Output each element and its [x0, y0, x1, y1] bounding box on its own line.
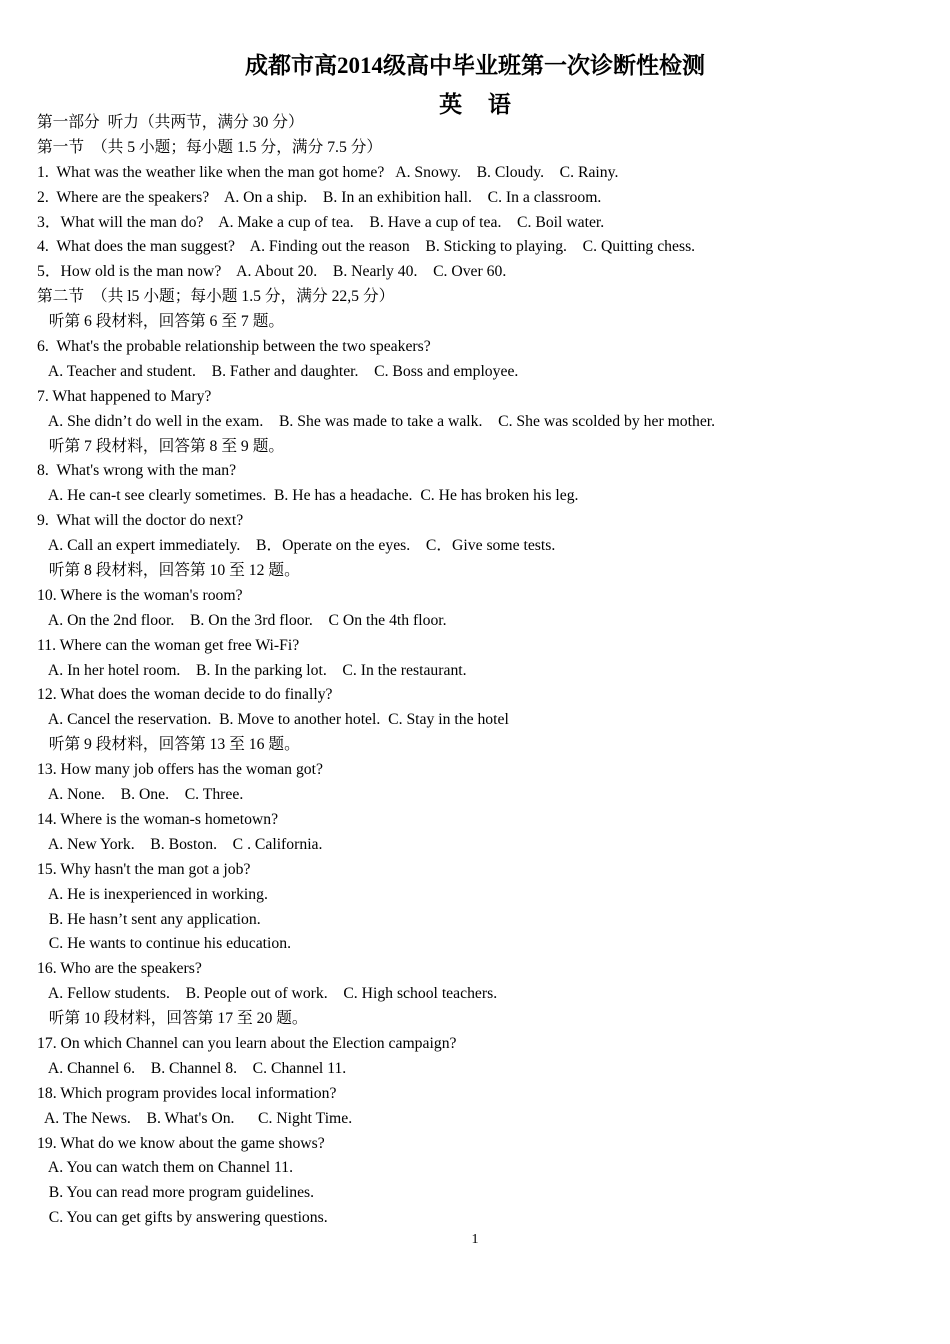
text-line: A. He is inexperienced in working. — [37, 885, 268, 903]
text-line: 听第 7 段材料，回答第 8 至 9 题。 — [37, 437, 285, 455]
text-line: B. You can read more program guidelines. — [37, 1184, 315, 1202]
text-line: A. Call an expert immediately. B．Operate on the eyes. C．Give some tests. — [37, 537, 556, 555]
text-line: 12. What does the woman decide to do finally? — [37, 686, 333, 704]
text-line: A. The News. B. What's On. C. Night Time. — [37, 1109, 353, 1127]
text-line: 18. Which program provides local information? — [37, 1084, 337, 1102]
text-line: 第一部分 听力（共两节，满分 30 分） — [37, 114, 304, 131]
text-line: 4. What does the man suggest? A. Finding out the reason B. Sticking to playing. C. Quitting chess. — [37, 238, 696, 256]
text-line: A. New York. B. Boston. C . California. — [37, 835, 323, 853]
text-line: 2. Where are the speakers? A. On a ship. B. In an exhibition hall. C. In a classroom. — [37, 188, 602, 206]
text-line: 13. How many job offers has the woman got? — [37, 761, 323, 779]
text-line: 15. Why hasn't the man got a job? — [37, 860, 251, 878]
text-line: 听第 6 段材料，回答第 6 至 7 题。 — [37, 313, 285, 331]
text-line: A. None. B. One. C. Three. — [37, 786, 244, 804]
text-line: A. Cancel the reservation. B. Move to another hotel. C. Stay in the hotel — [37, 711, 509, 729]
text-line: A. She didn’t do well in the exam. B. She was made to take a walk. C. She was scolded by her mother. — [37, 412, 716, 430]
text-line: 11. Where can the woman get free Wi-Fi? — [37, 636, 300, 654]
text-line: 3．What will the man do? A. Make a cup of tea. B. Have a cup of tea. C. Boil water. — [37, 213, 605, 231]
text-line: C. He wants to continue his education. — [37, 935, 292, 953]
text-line: 6. What's the probable relationship between the two speakers? — [37, 338, 431, 356]
text-line: A. He can-t see clearly sometimes. B. He has a headache. C. He has broken his leg. — [37, 487, 579, 505]
text-line: B. He hasn’t sent any application. — [37, 910, 261, 928]
document-title: 成都市高2014级高中毕业班第一次诊断性检测 — [245, 53, 705, 78]
text-line: C. You can get gifts by answering questions. — [37, 1209, 328, 1227]
text-line: 14. Where is the woman-s hometown? — [37, 810, 279, 828]
text-line: 7. What happened to Mary? — [37, 387, 212, 405]
text-line: 第二节 （共 l5 小题；每小题 1.5 分，满分 22,5 分） — [37, 288, 395, 306]
text-line: A. Fellow students. B. People out of work. C. High school teachers. — [37, 985, 498, 1003]
text-line: A. You can watch them on Channel 11. — [37, 1159, 294, 1177]
text-line: 17. On which Channel can you learn about the Election campaign? — [37, 1034, 457, 1052]
text-line: A. On the 2nd floor. B. On the 3rd floor. C On the 4th floor. — [37, 611, 447, 629]
text-line: 10. Where is the woman's room? — [37, 586, 243, 604]
text-line: 5．How old is the man now? A. About 20. B. Nearly 40. C. Over 60. — [37, 263, 507, 281]
text-line: 听第 10 段材料，回答第 17 至 20 题。 — [37, 1010, 308, 1028]
text-line: A. Teacher and student. B. Father and daughter. C. Boss and employee. — [37, 362, 519, 380]
text-line: 1. What was the weather like when the man got home? A. Snowy. B. Cloudy. C. Rainy. — [37, 163, 619, 181]
page-number: 1 — [471, 1232, 479, 1247]
text-line: 8. What's wrong with the man? — [37, 462, 237, 480]
text-line: 听第 8 段材料，回答第 10 至 12 题。 — [37, 562, 300, 580]
text-line: 9. What will the doctor do next? — [37, 512, 244, 530]
question-list — [37, 111, 927, 1231]
text-line: 19. What do we know about the game shows? — [37, 1134, 325, 1152]
text-line: A. In her hotel room. B. In the parking lot. C. In the restaurant. — [37, 661, 467, 679]
text-line: 第一节 （共 5 小题；每小题 1.5 分，满分 7.5 分） — [37, 138, 383, 156]
text-line: A. Channel 6. B. Channel 8. C. Channel 11. — [37, 1059, 347, 1077]
text-line: 16. Who are the speakers? — [37, 960, 202, 978]
subject-heading: 英 语 — [439, 92, 521, 117]
text-line: 听第 9 段材料，回答第 13 至 16 题。 — [37, 736, 300, 754]
